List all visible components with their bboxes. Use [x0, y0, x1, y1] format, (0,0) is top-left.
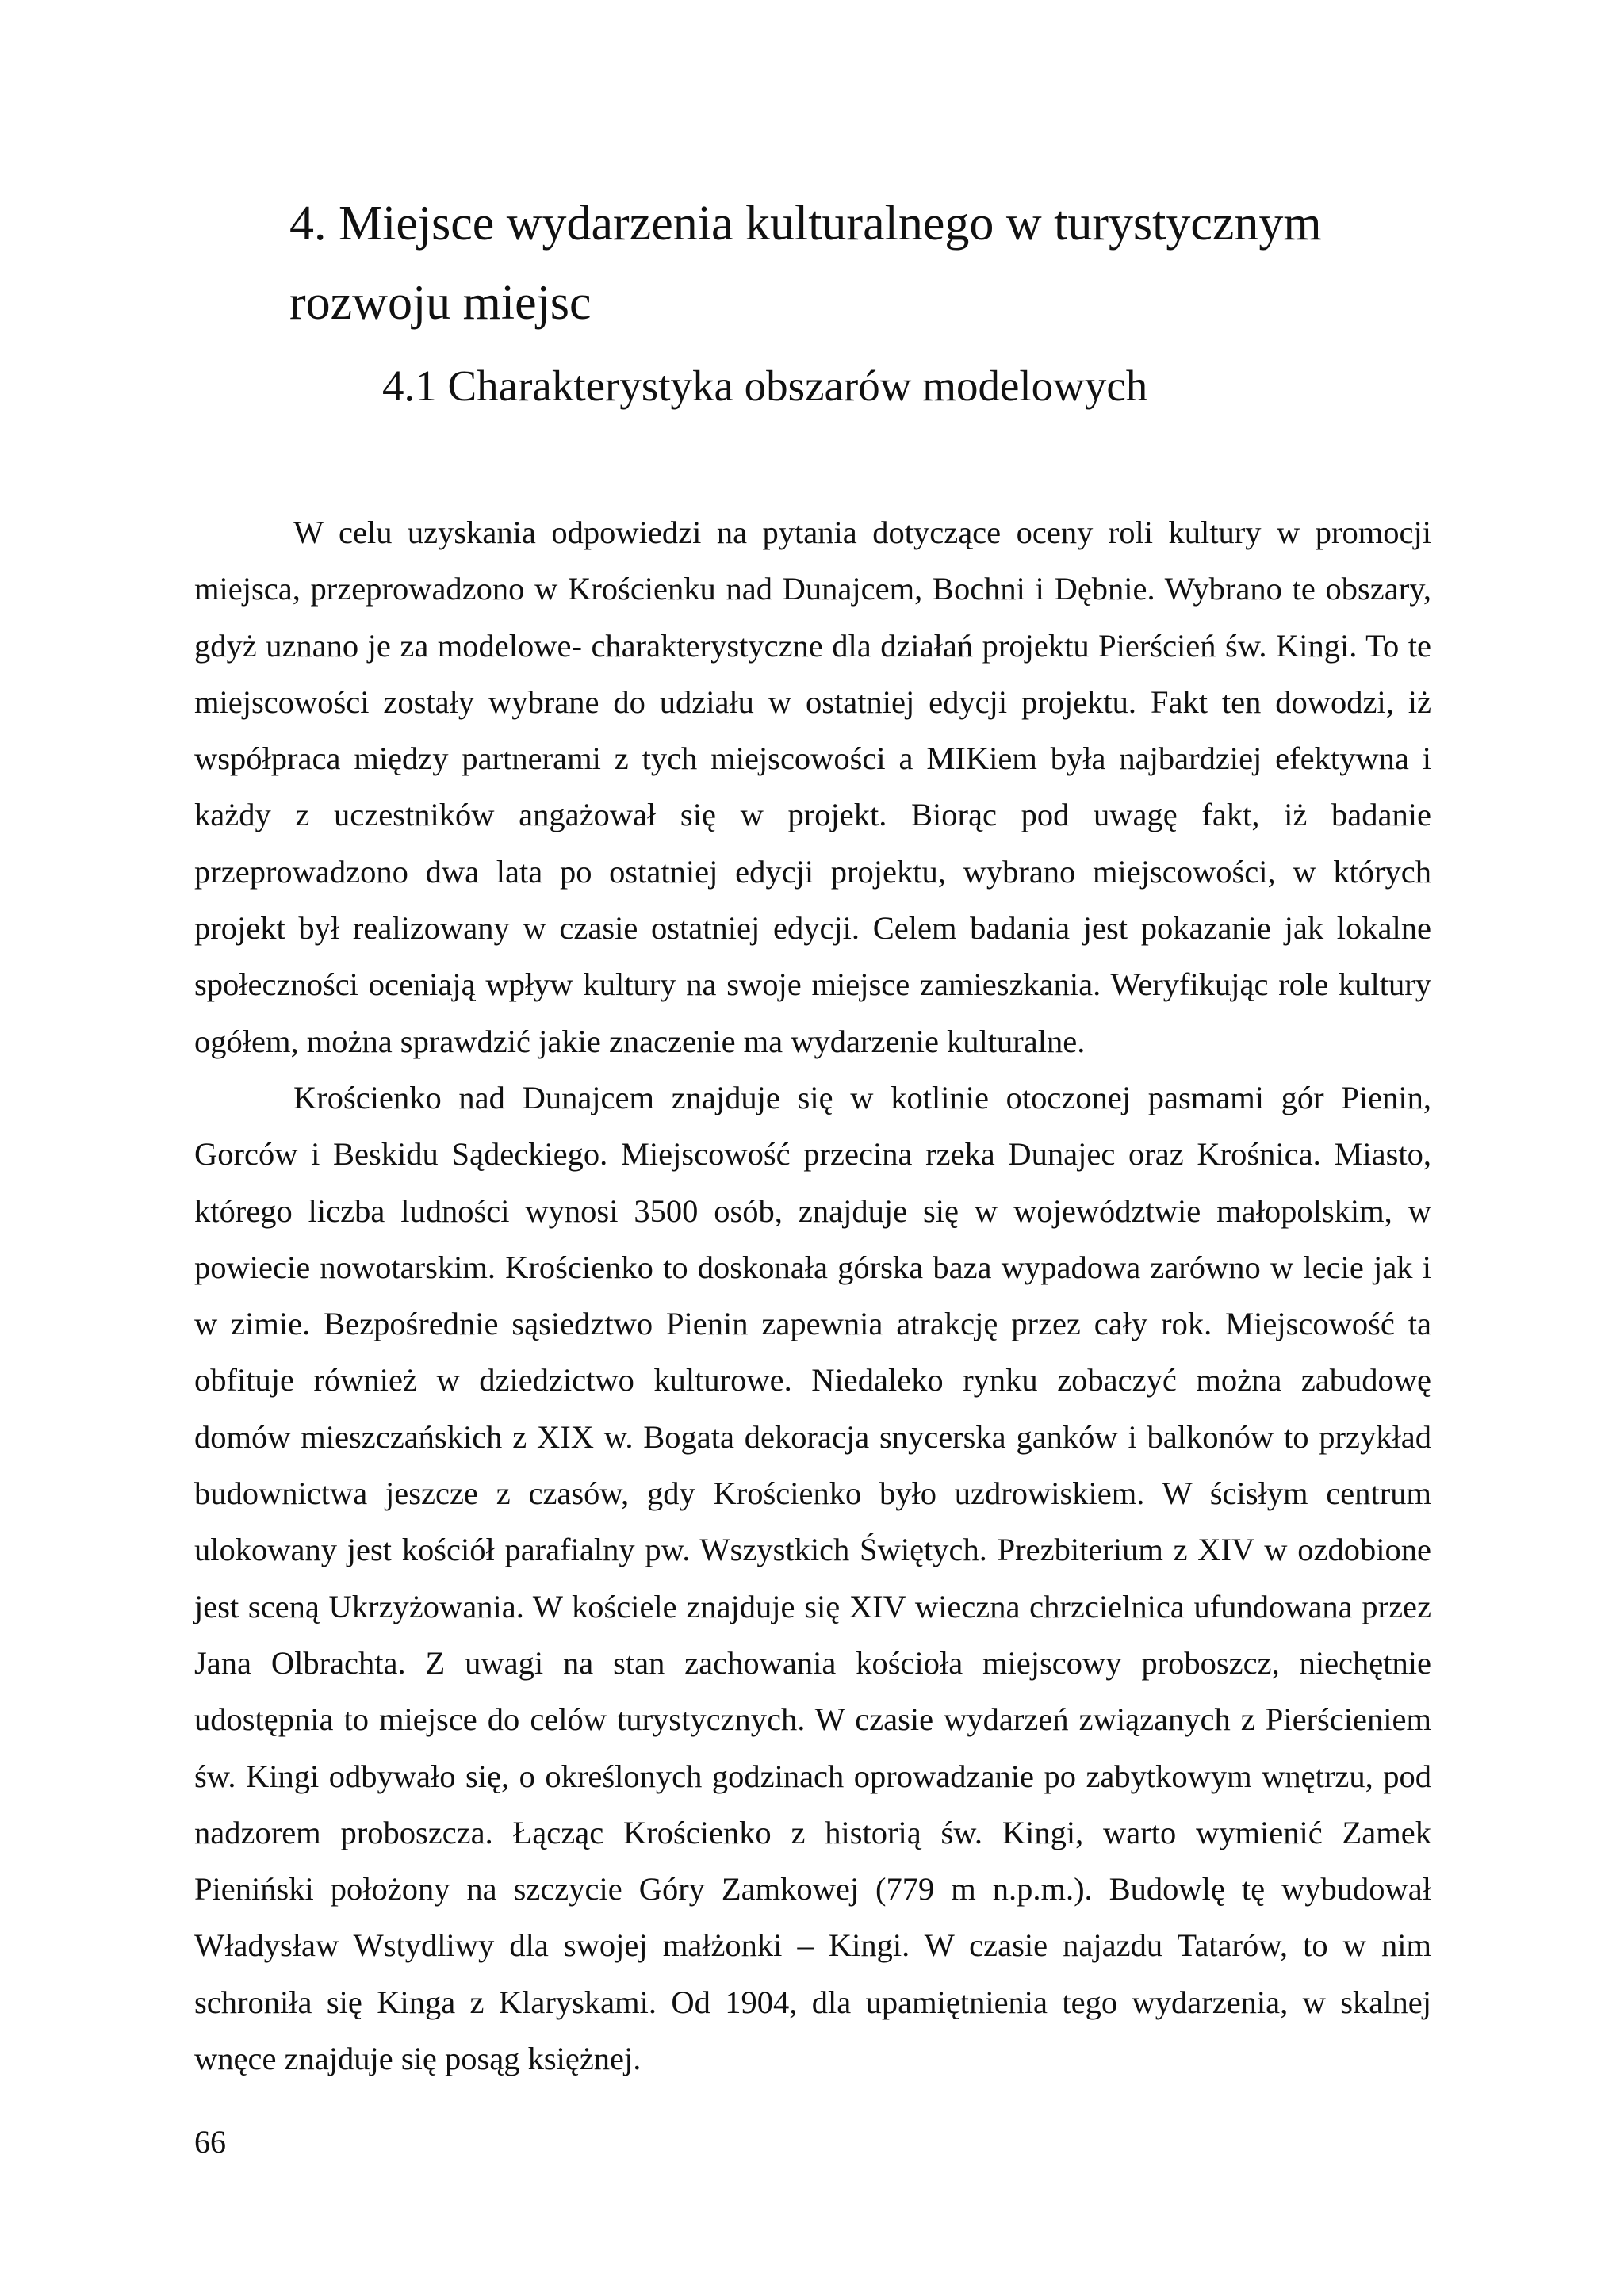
- section-title: 4.1 Charakterystyka obszarów modelowych: [382, 362, 1148, 410]
- page-number: 66: [194, 2124, 226, 2160]
- paragraph-kroscienko: Krościenko nad Dunajcem znajduje się w kotlinie otoczonej pasmami gór Pienin, Gorców i Beskidu Sądeckiego. Miejscowość przecina rzeka Dunajec oraz Krośnica. Miasto, którego liczba ludności wynosi 3500 osób, znajduje się w województwie małopolskim, w powiecie nowotarskim. Krościenko to doskonała górska baza wypadowa zarówno w lecie jak i w zimie. Bezpośrednie sąsiedztwo Pienin zapewnia atrakcję przez cały rok. Miejscowość ta obfituje również w dziedzictwo kulturowe. Niedaleko rynku zobaczyć można zabudowę domów mieszczańskich z XIX w. Bogata dekoracja snycerska ganków i balkonów to przykład budownictwa jeszcze z czasów, gdy Krościenko było uzdrowiskiem. W ścisłym centrum ulokowany jest kościół parafialny pw. Wszystkich Świętych. Prezbiterium z XIV w ozdobione jest sceną Ukrzyżowania. W kościele znajduje się XIV wieczna chrzcielnica ufundowana przez Jana Olbrachta. Z uwagi na stan zachowania kościoła miejscowy proboszcz, niechętnie udostępnia to miejsce do celów turystycznych. W czasie wydarzeń związanych z Pierścieniem św. Kingi odbywało się, o określonych godzinach oprowadzanie po zabytkowym wnętrzu, pod nadzorem proboszcza. Łącząc Krościenko z historią św. Kingi, warto wymienić Zamek Pieniński położony na szczycie Góry Zamkowej (779 m n.p.m.). Budowlę tę wybudował Władysław Wstydliwy dla swojej małżonki – Kingi. W czasie najazdu Tatarów, to w nim schroniła się Kinga z Klaryskami. Od 1904, dla upamiętnienia tego wydarzenia, w skalnej wnęce znajduje się posąg księżnej.: [194, 1079, 1431, 2077]
- paragraph-study-areas: W celu uzyskania odpowiedzi na pytania dotyczące oceny roli kultury w promocji miejsca, przeprowadzono w Krościenku nad Dunajcem, Bochni i Dębnie. Wybrano te obszary, gdyż uznano je za modelowe- charakterystyczne dla działań projektu Pierścień św. Kingi. To te miejscowości zostały wybrane do udziału w ostatniej edycji projektu. Fakt ten dowodzi, iż współpraca między partnerami z tych miejscowości a MIKiem była najbardziej efektywna i każdy z uczestników angażował się w projekt. Biorąc pod uwagę fakt, iż badanie przeprowadzono dwa lata po ostatniej edycji projektu, wybrano miejscowości, w których projekt był realizowany w czasie ostatniej edycji. Celem badania jest pokazanie jak lokalne społeczności oceniają wpływ kultury na swoje miejsce zamieszkania. Weryfikując role kultury ogółem, można sprawdzić jakie znaczenie ma wydarzenie kulturalne.: [194, 515, 1431, 1059]
- chapter-title: 4. Miejsce wydarzenia kulturalnego w turystycznym rozwoju miejsc: [289, 197, 1322, 330]
- body-text: [194, 504, 1431, 2087]
